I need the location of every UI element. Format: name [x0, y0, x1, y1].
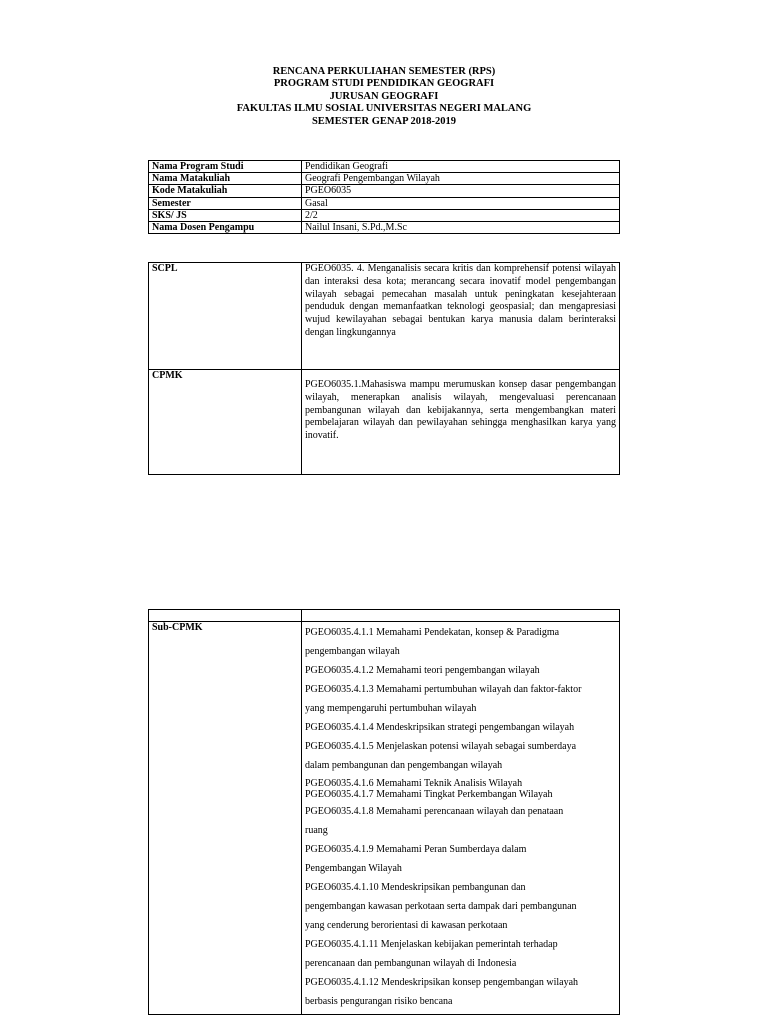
header-line-department: JURUSAN GEOGRAFI — [329, 90, 439, 102]
info-key: Nama Program Studi — [149, 161, 302, 173]
header-line-title: RENCANA PERKULIAHAN SEMESTER (RPS) — [272, 66, 496, 77]
list-item: pengembangan wilayah — [305, 646, 400, 657]
list-item: yang mempengaruhi pertumbuhan wilayah — [305, 703, 477, 714]
list-item: yang cenderung berorientasi di kawasan perkotaan — [305, 920, 508, 931]
info-value: 2/2 — [302, 209, 620, 221]
sub-cpmk-list — [302, 622, 620, 1015]
table-row — [149, 173, 620, 185]
list-item: berbasis pengurangan risiko bencana — [305, 996, 453, 1007]
info-value: PGEO6035 — [302, 185, 620, 197]
header-line-faculty: FAKULTAS ILMU SOSIAL UNIVERSITAS NEGERI MALANG — [236, 103, 532, 115]
table-row — [149, 209, 620, 221]
list-item: PGEO6035.4.1.11 Menjelaskan kebijakan pemerintah terhadap — [305, 939, 558, 950]
header-line-program: PROGRAM STUDI PENDIDIKAN GEOGRAFI — [273, 78, 495, 90]
cpmk-text: PGEO6035.1.Mahasiswa mampu merumuskan konsep dasar pengembangan wilayah, menerapkan analisis wilayah, mengevaluasi perencanaan pembangunan wilayah dan kebijakannya, serta mengembangkan materi pembelajaran wilayah dan pewilayahan sehingga menghasilkan karya yang inovatif. — [302, 370, 620, 475]
list-item: pengembangan kawasan perkotaan serta dampak dari pembangunan — [305, 901, 577, 912]
list-item: PGEO6035.4.1.8 Memahami perencanaan wilayah dan penataan — [305, 806, 564, 817]
list-item: PGEO6035.4.1.5 Menjelaskan potensi wilayah sebagai sumberdaya — [305, 741, 577, 752]
empty-cell — [149, 610, 302, 622]
list-item: PGEO6035.4.1.2 Memahami teori pengembangan wilayah — [305, 665, 540, 676]
info-value: Gasal — [302, 197, 620, 209]
info-key: Kode Matakuliah — [149, 185, 302, 197]
info-value: Pendidikan Geografi — [302, 161, 620, 173]
sub-cpmk-row — [149, 622, 620, 1015]
empty-cell — [302, 610, 620, 622]
info-key: SKS/ JS — [149, 209, 302, 221]
info-key: Nama Matakuliah — [149, 173, 302, 185]
info-key: Semester — [149, 197, 302, 209]
table-row — [149, 197, 620, 209]
list-item: PGEO6035.4.1.12 Mendeskripsikan konsep pengembangan wilayah — [305, 977, 579, 988]
list-item: perencanaan dan pembangunan wilayah di Indonesia — [305, 958, 517, 969]
cpmk-row — [149, 370, 620, 475]
list-item: PGEO6035.4.1.3 Memahami pertumbuhan wilayah dan faktor-faktor — [305, 684, 582, 695]
header-line-semester: SEMESTER GENAP 2018-2019 — [311, 115, 457, 127]
document-header — [0, 66, 768, 128]
scpl-label: SCPL — [149, 263, 302, 370]
table-row — [149, 610, 620, 622]
table-row — [149, 161, 620, 173]
list-item: PGEO6035.4.1.1 Memahami Pendekatan, konsep & Paradigma — [305, 627, 560, 638]
info-key: Nama Dosen Pengampu — [149, 222, 302, 234]
list-item: dalam pembangunan dan pengembangan wilayah — [305, 760, 503, 771]
list-item: PGEO6035.4.1.7 Memahami Tingkat Perkembangan Wilayah — [305, 789, 553, 800]
scpl-row — [149, 263, 620, 370]
sub-cpmk-label: Sub-CPMK — [149, 622, 302, 1015]
list-item: PGEO6035.4.1.9 Memahami Peran Sumberdaya dalam — [305, 844, 527, 855]
course-info-table — [148, 160, 620, 234]
table-row — [149, 222, 620, 234]
info-value: Geografi Pengembangan Wilayah — [302, 173, 620, 185]
learning-outcomes-table — [148, 262, 620, 475]
info-value: Nailul Insani, S.Pd.,M.Sc — [302, 222, 620, 234]
list-item: PGEO6035.4.1.10 Mendeskripsikan pembangunan dan — [305, 882, 526, 893]
list-item: PGEO6035.4.1.4 Mendeskripsikan strategi pengembangan wilayah — [305, 722, 575, 733]
scpl-text: PGEO6035. 4. Menganalisis secara kritis dan komprehensif potensi wilayah dan interaksi desa kota; merancang secara inovatif model pengembangan wilayah sebagai pemecahan masalah untuk peningkatan kesejahteraan penduduk dengan memanfaatkan teknologi geospasial; dan mengapresiasi wujud kewilayahan sebagai bentukan karya manusia dalam berinteraksi dengan lingkungannya — [302, 263, 620, 370]
list-item: ruang — [305, 825, 328, 836]
list-item: Pengembangan Wilayah — [305, 863, 402, 874]
cpmk-label: CPMK — [149, 370, 302, 475]
table-row — [149, 185, 620, 197]
sub-cpmk-table — [148, 609, 620, 1015]
list-item: PGEO6035.4.1.6 Memahami Teknik Analisis Wilayah — [305, 778, 523, 789]
